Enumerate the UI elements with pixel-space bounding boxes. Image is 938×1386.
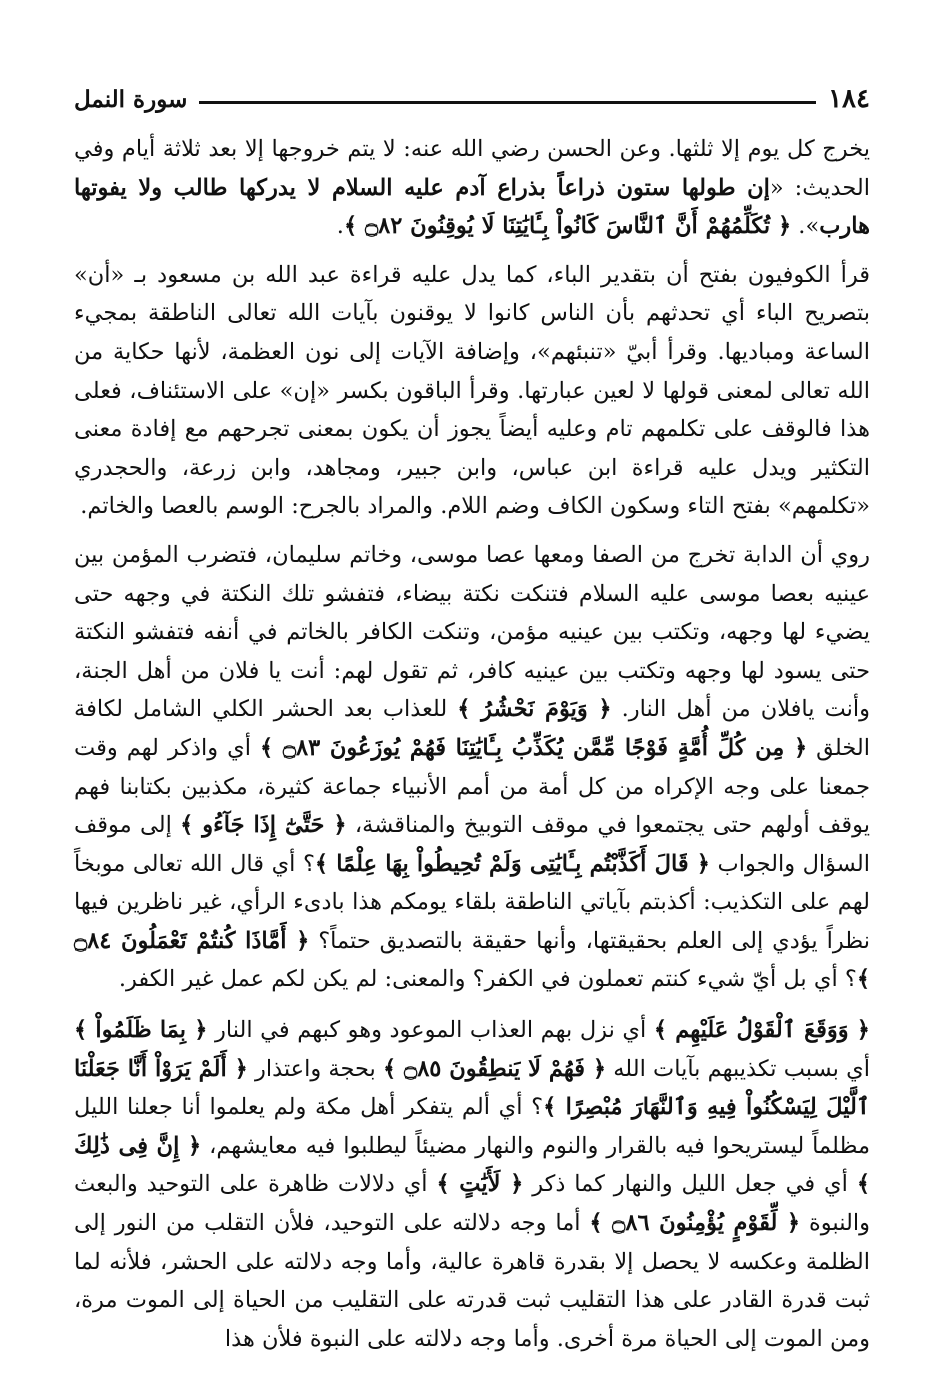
text-segment: أي نزل بهم العذاب الموعود وهو كبهم في النار <box>207 1017 654 1044</box>
page-number: ١٨٤ <box>828 84 870 114</box>
quran-quote: ﴿ أَلَمْ يَرَوْاْ أَنَّا جَعَلْنَا ٱلَّيْلَ لِيَسْكُنُواْ فِيهِ وَٱلنَّهَارَ مُبْصِرًا ﴾ <box>74 1055 870 1121</box>
quran-quote: ﴿ لَأَيَٰتٍ ﴾ <box>436 1171 524 1198</box>
text-segment: أي في جعل الليل والنهار كما ذكر <box>523 1171 857 1198</box>
paragraph-2 <box>74 256 870 526</box>
text-segment: يخرج كل يوم إلا ثلثها. وعن الحسن رضي الله عنه: لا يتم خروجها إلا بعد ثلاثة أيام وفي الحديث: « <box>74 136 870 201</box>
text-segment: قرأ الكوفيون بفتح أن بتقدير الباء، كما يدل عليه قراءة عبد الله بن مسعود بـ «أن» بتصريح الباء أي تحدثهم بأن الناس كانوا لا يوقنون بآيات الله تعالى الناطقة بمجيء الساعة ومباديها. وقرأ أبيّ «تنبئهم»، وإضافة الآيات إلى نون العظمة، لأنها حكاية من الله تعالى لمعنى قولها لا لعين عبارتها. وقرأ الباقون بكسر «إن» على الاستئناف، فعلى هذا فالوقف على تكلمهم تام وعليه أيضاً يجوز أن يكون بمعنى تجرحهم مع إفادة معنى التكثير ويدل عليه قراءة ابن عباس، وابن جبير، ومجاهد، وابن زرعة، والحجدري «تكلمهم» بفتح التاء وسكون الكاف وضم اللام. والمراد بالجرح: الوسم بالعصا والخاتم. <box>74 261 870 520</box>
paragraph-1 <box>74 130 870 246</box>
quran-quote: ﴿ حَتَّىٰٓ إِذَا جَآءُو ﴾ <box>180 812 347 839</box>
quran-quote: ﴿ تُكَلِّمُهُمْ أَنَّ ٱلنَّاسَ كَانُواْ بِـَٔايَٰتِنَا لَا يُوقِنُونَ ۝٨٢ ﴾ <box>343 213 792 240</box>
text-segment: روي أن الدابة تخرج من الصفا ومعها عصا موسى، وخاتم سليمان، فتضرب المؤمن بين عينيه بعصا موسى عليه السلام فتنكت نكتة بيضاء، فتفشو تلك النكتة في وجهه حتى يضيء لها وجهه، وتكتب بين عينيه مؤمن، وتنكت الكافر بالخاتم في أنفه فتفشو النكتة حتى يسود لها وجهه وتكتب بين عينيه كافر، ثم تقول لهم: أنت يا فلان من أهل الجنة، وأنت يافلان من أهل النار. <box>74 541 870 723</box>
paragraph-4 <box>74 1011 870 1358</box>
quran-quote: ﴿ فَهُمْ لَا يَنطِقُونَ ۝٨٥ ﴾ <box>382 1055 607 1082</box>
quran-quote: ﴿ وَوَقَعَ ٱلْقَوْلُ عَلَيْهِم ﴾ <box>653 1017 870 1044</box>
page-header <box>74 78 870 120</box>
quran-quote: ﴿ وَيَوْمَ نَحْشُرُ ﴾ <box>457 696 612 723</box>
quran-quote: ﴿ أَمَّاذَا كُنتُمْ تَعْمَلُونَ ۝٨٤ ﴾ <box>74 927 870 993</box>
text-segment: . <box>336 213 344 240</box>
text-segment: ؟ أي قال الله تعالى موبخاً لهم على التكذيب: أكذبتم بآياتي الناطقة بلقاء يومكم هذا بادىء الرأي، غير ناظرين فيها نظراً يؤدي إلى العلم بحقيقتها، وأنها حقيقة بالتصديق حتماً؟ <box>74 850 870 954</box>
paragraph-3 <box>74 536 870 999</box>
quran-quote: ﴿ مِن كُلِّ أُمَّةٍ فَوْجًا مِّمَّن يُكَذِّبُ بِـَٔايَٰتِنَا فَهُمْ يُوزَعُونَ ۝٨٣ ﴾ <box>259 734 808 761</box>
text-segment: إلى موقف السؤال والجواب <box>74 812 870 877</box>
quran-quote: ﴿ إِنَّ فِى ذَٰلِكَ ﴾ <box>74 1132 870 1198</box>
quran-quote: إن طولها ستون ذراعاً بذراع آدم عليه السلام لا يدركها طالب ولا يفوتها هارب <box>74 174 870 240</box>
page-body <box>74 130 870 1358</box>
text-segment: أي بسبب تكذيبهم بآيات الله <box>606 1055 870 1082</box>
text-segment: ». <box>791 213 820 240</box>
header-rule <box>199 101 816 104</box>
quran-quote: ﴿ لِّقَوْمٍ يُؤْمِنُونَ ۝٨٦ ﴾ <box>589 1210 801 1237</box>
text-segment: للعذاب بعد الحشر الكلي الشامل لكافة الخلق <box>74 696 870 761</box>
text-segment: أما وجه دلالته على التوحيد، فلأن التقلب من النور إلى الظلمة وعكسه لا يحصل إلا بقدرة قاهرة عالية، وأما وجه دلالته على الحشر، فلأنه لما ثبت قدرة القادر على هذا التقليب ثبت قدرته على التقليب من الحياة إلى الموت مرة، ومن الموت إلى الحياة مرة أخرى. وأما وجه دلالته على النبوة فلأن هذا <box>74 1210 870 1352</box>
text-segment: أي واذكر لهم وقت جمعنا على وجه الإكراه من كل أمة من أمم الأنبياء جماعة كثيرة، مكذبين بكتابنا فهم يوقف أولهم حتى يجتمعوا في موقف التوبيخ والمناقشة، <box>74 734 870 839</box>
quran-quote: ﴿ قَالَ أَكَذَّبْتُم بِـَٔايَٰتِى وَلَمْ تُحِيطُواْ بِهَا عِلْمًا ﴾ <box>314 850 710 877</box>
surah-name: سورة النمل <box>74 85 188 113</box>
quran-quote: ﴿ بِمَا ظَلَمُواْ ﴾ <box>74 1017 208 1044</box>
text-segment: أي دلالات ظاهرة على التوحيد والبعث والنبوة <box>74 1171 870 1237</box>
text-segment: ؟ أي بل أيّ شيء كنتم تعملون في الكفر؟ والمعنى: لم يكن لكم عمل غير الكفر. <box>118 966 857 993</box>
text-segment: بحجة واعتذار <box>247 1055 383 1082</box>
text-segment: ؟ أي ألم يتفكر أهل مكة ولم يعلموا أنا جعلنا الليل مظلماً ليستريحوا فيه بالقرار والنوم والنهار مضيئاً ليطلبوا فيه معايشهم، <box>74 1094 870 1159</box>
